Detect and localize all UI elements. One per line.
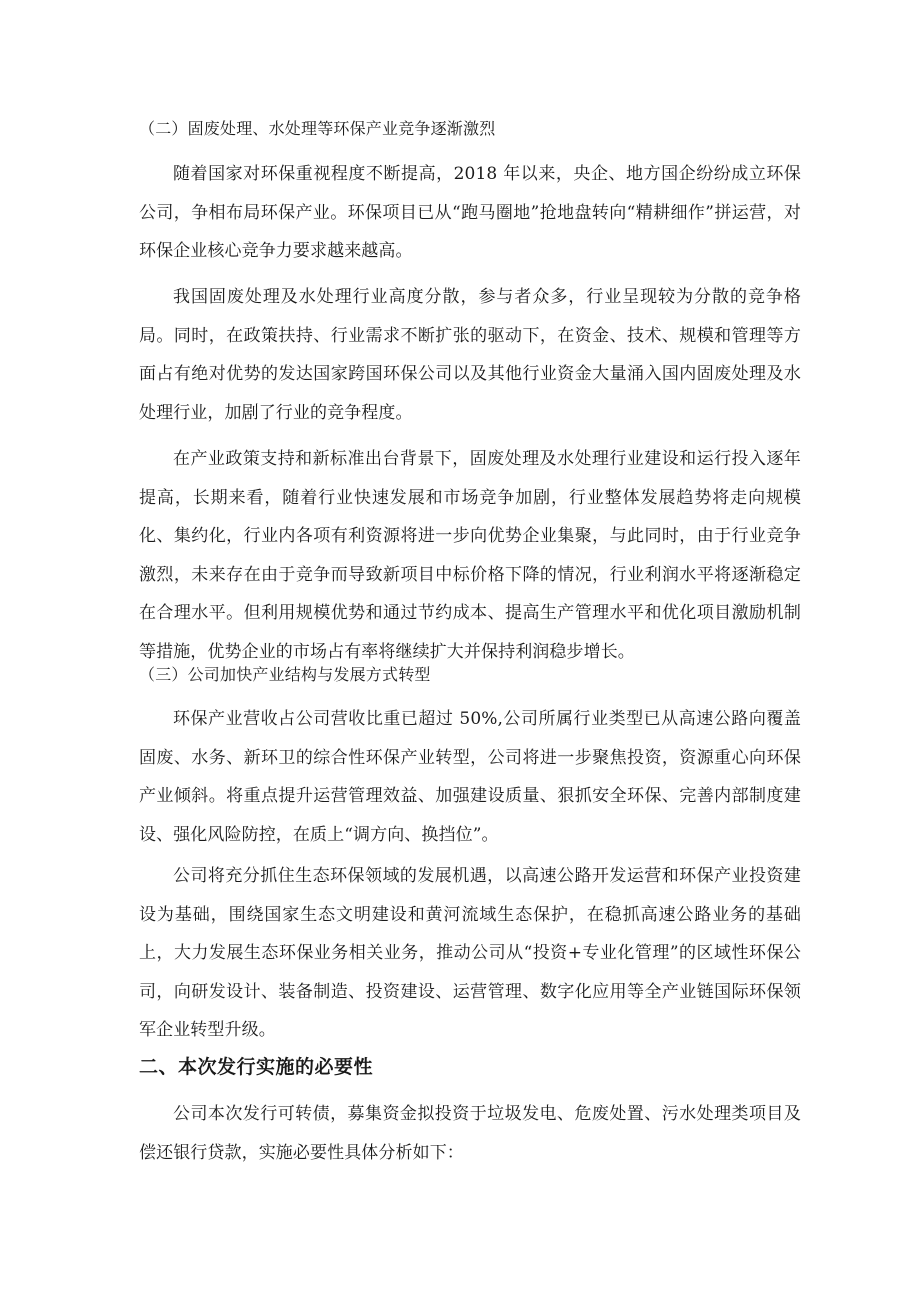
paragraph-industry-dispersion: 我国固废处理及水处理行业高度分散，参与者众多，行业呈现较为分散的竞争格局。同时，在政策扶持、行业需求不断扩张的驱动下，在资金、技术、规模和管理等方面占有绝对优势的发达国家跨国环保公司以及其他行业资金大量涌入国内固废处理及水处理行业，加剧了行业的竞争程度。 [139, 287, 801, 423]
section-heading-necessity: 二、本次发行实施的必要性 [139, 1056, 374, 1078]
paragraph-environmental-priority: 随着国家对环保重视程度不断提高，2018 年以来，央企、地方国企纷纷成立环保公司，争相布局环保产业。环保项目已从“跑马圈地”抢地盘转向“精耕细作”拼运营，对环保企业核心竞争力要求越来越高。 [139, 164, 801, 261]
paragraph-development-strategy: 公司将充分抓住生态环保领域的发展机遇，以高速公路开发运营和环保产业投资建设为基础，围绕国家生态文明建设和黄河流域生态保护，在稳抓高速公路业务的基础上，大力发展生态环保业务相关业务，推动公司从“投资+专业化管理”的区域性环保公司，向研发设计、装备制造、投资建设、运营管理、数字化应用等全产业链国际环保领军企业转型升级。 [139, 866, 801, 1040]
subsection-title-transformation: （三）公司加快产业结构与发展方式转型 [139, 665, 431, 684]
paragraph-industry-trend: 在产业政策支持和新标准出台背景下，固废处理及水处理行业建设和运行投入逐年提高，长期来看，随着行业快速发展和市场竞争加剧，行业整体发展趋势将走向规模化、集约化，行业内各项有利资源将进一步向优势企业集聚，与此同时，由于行业竞争激烈，未来存在由于竞争而导致新项目中标价格下降的情况，行业利润水平将逐渐稳定在合理水平。但利用规模优势和通过节约成本、提高生产管理水平和优化项目激励机制等措施，优势企业的市场占有率将继续扩大并保持利润稳步增长。 [139, 449, 801, 662]
subsection-title-competition: （二）固废处理、水处理等环保产业竞争逐渐激烈 [139, 119, 496, 138]
paragraph-issuance-purpose: 公司本次发行可转债，募集资金拟投资于垃圾发电、危废处置、污水处理类项目及偿还银行贷款，实施必要性具体分析如下： [139, 1104, 801, 1163]
paragraph-revenue-share: 环保产业营收占公司营收比重已超过 50%,公司所属行业类型已从高速公路向覆盖固废、水务、新环卫的综合性环保产业转型，公司将进一步聚焦投资，资源重心向环保产业倾斜。将重点提升运营管理效益、加强建设质量、狠抓安全环保、完善内部制度建设、强化风险防控，在质上“调方向、换挡位”。 [139, 709, 801, 845]
